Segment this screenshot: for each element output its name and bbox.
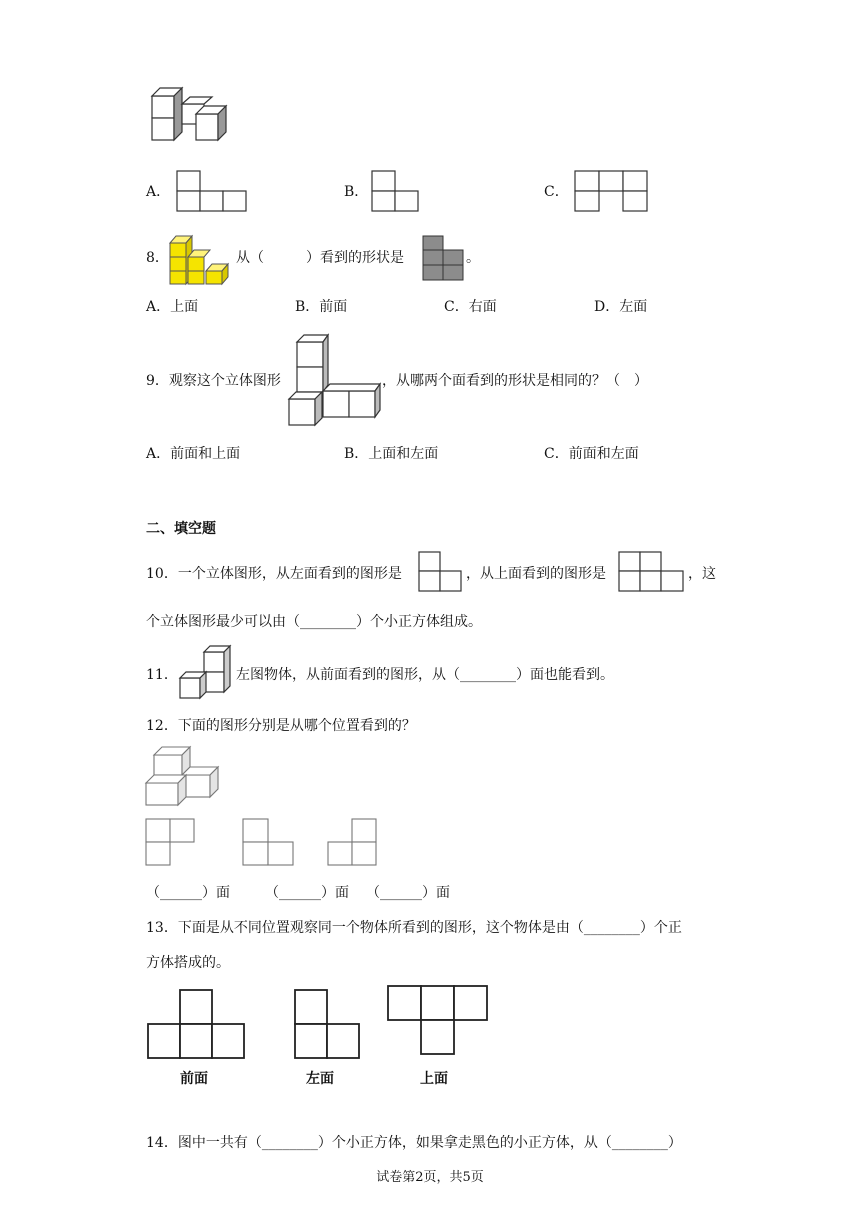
q8-option-a[interactable]: A．上面 — [146, 299, 199, 315]
q9-question-start: 9．观察这个立体图形 — [146, 373, 281, 389]
q12-view-shape-1 — [145, 818, 197, 868]
q11-number: 11． — [146, 667, 178, 683]
q8-option-d[interactable]: D．左面 — [594, 299, 648, 315]
q13-left-view-shape — [294, 989, 362, 1061]
q14-text: 14．图中一共有（________）个小正方体，如果拿走黑色的小正方体，从（________） — [146, 1135, 682, 1151]
q8-yellow-cube-figure — [168, 229, 234, 285]
q9-cube-figure — [288, 333, 382, 427]
q8-question-end: 。 — [466, 250, 480, 266]
q13-label-front: 前面 — [180, 1071, 208, 1087]
q12-blank-2[interactable]: （______）面 — [265, 885, 349, 901]
q12-view-shape-3 — [327, 818, 379, 868]
q7-option-a-shape[interactable] — [176, 170, 248, 212]
q10-part3: ，这 — [688, 566, 716, 582]
q10-top-view-shape — [618, 551, 686, 593]
q8-number: 8． — [146, 250, 169, 266]
q12-view-shape-2 — [242, 818, 296, 868]
q7-option-b-letter[interactable]: B． — [344, 184, 369, 200]
q7-option-b-shape[interactable] — [371, 170, 421, 212]
section-title: 二、填空题 — [146, 521, 216, 537]
q7-cube-figure — [150, 84, 235, 142]
q9-option-b[interactable]: B．上面和左面 — [344, 446, 439, 462]
q8-option-b[interactable]: B．前面 — [295, 299, 348, 315]
q11-text: 左图物体，从前面看到的图形，从（________）面也能看到。 — [236, 667, 614, 683]
q12-cube-figure — [144, 743, 222, 807]
q13-line2: 方体搭成的。 — [146, 955, 230, 971]
q7-option-c-shape[interactable] — [574, 170, 648, 212]
q13-top-view-shape — [387, 985, 489, 1057]
page-footer: 试卷第2页，共5页 — [376, 1170, 484, 1185]
q9-question-end: ，从哪两个面看到的形状是相同的？（ ） — [382, 373, 648, 389]
q13-line1: 13．下面是从不同位置观察同一个物体所看到的图形，这个物体是由（________）个正 — [146, 920, 682, 936]
q7-option-a-letter[interactable]: A． — [146, 184, 171, 200]
q13-label-top: 上面 — [420, 1071, 448, 1087]
q8-option-c[interactable]: C．右面 — [444, 299, 497, 315]
q7-option-c-letter[interactable]: C． — [544, 184, 569, 200]
q12-blank-1[interactable]: （______）面 — [146, 885, 230, 901]
q12-blank-3[interactable]: （______）面 — [366, 885, 450, 901]
q12-text: 12．下面的图形分别是从哪个位置看到的？ — [146, 718, 416, 734]
q8-question-text: 从（ ）看到的形状是 — [236, 250, 404, 266]
q8-gray-view-shape — [422, 235, 464, 281]
q13-label-left: 左面 — [306, 1071, 334, 1087]
q9-option-a[interactable]: A．前面和上面 — [146, 446, 241, 462]
q10-part1: 10．一个立体图形，从左面看到的图形是 — [146, 566, 402, 582]
q10-part2: ，从上面看到的图形是 — [466, 566, 606, 582]
q10-line2: 个立体图形最少可以由（________）个小正方体组成。 — [146, 614, 482, 630]
q11-cube-figure — [178, 644, 234, 700]
q9-option-c[interactable]: C．前面和左面 — [544, 446, 639, 462]
q10-left-view-shape — [418, 551, 464, 593]
q13-front-view-shape — [147, 989, 247, 1061]
